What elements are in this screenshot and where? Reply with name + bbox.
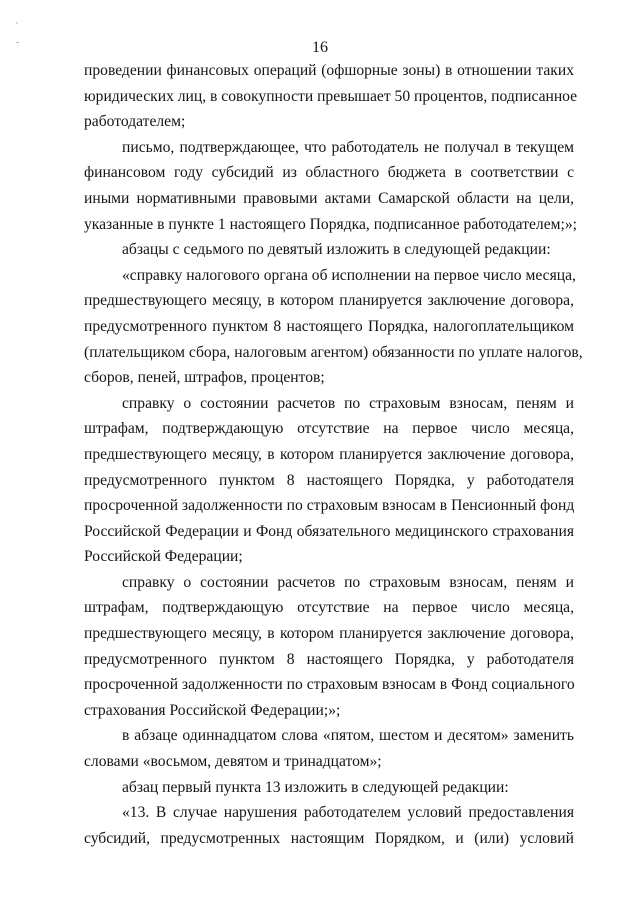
text-line: «справку налогового органа об исполнении на первое число месяца, bbox=[122, 266, 576, 284]
text-line: абзацы с седьмого по девятый изложить в следующей редакции: bbox=[122, 241, 551, 259]
paragraph bbox=[84, 800, 574, 851]
paragraph bbox=[84, 135, 577, 237]
text-line: Российской Федерации и Фонд обязательного медицинского страхования bbox=[84, 522, 574, 540]
paragraph bbox=[84, 263, 583, 391]
text-line: сборов, пеней, штрафов, процентов; bbox=[84, 369, 325, 387]
text-line: штрафам, подтверждающую отсутствие на первое число месяца, bbox=[84, 420, 574, 438]
text-line: иными нормативными правовыми актами Самарской области на цели, bbox=[84, 189, 574, 207]
document-body bbox=[84, 58, 583, 851]
paragraph bbox=[84, 237, 574, 263]
page-number: 16 bbox=[312, 39, 328, 56]
text-line: субсидий, предусмотренных настоящим Порядком, и (или) условий bbox=[84, 829, 574, 847]
text-line: предшествующего месяцу, в котором планируется заключение договора, bbox=[84, 625, 574, 643]
text-line: в абзаце одиннадцатом слова «пятом, шестом и десятом» заменить bbox=[122, 727, 574, 745]
text-line: просроченной задолженности по страховым взносам в Пенсионный фонд bbox=[84, 497, 575, 515]
text-line: предусмотренного пунктом 8 настоящего Порядка, у работодателя bbox=[84, 650, 574, 668]
scan-mark: - bbox=[16, 37, 20, 48]
text-line: страхования Российской Федерации;»; bbox=[84, 701, 341, 719]
text-line: проведении финансовых операций (офшорные зоны) в отношении таких bbox=[84, 62, 574, 79]
text-line: справку о состоянии расчетов по страховым взносам, пеням и bbox=[122, 394, 574, 412]
text-line: (плательщиком сбора, налоговым агентом) обязанности по уплате налогов, bbox=[84, 343, 583, 361]
text-line: справку о состоянии расчетов по страховым взносам, пеням и bbox=[122, 573, 574, 591]
text-line: предшествующего месяцу, в котором планируется заключение договора, bbox=[84, 292, 574, 310]
text-line: указанные в пункте 1 настоящего Порядка, подписанное работодателем;»; bbox=[84, 215, 577, 233]
text-line: финансовом году субсидий из областного бюджета в соответствии с bbox=[84, 164, 574, 182]
paragraph bbox=[84, 723, 574, 774]
text-line: предусмотренного пунктом 8 настоящего Порядка, налогоплательщиком bbox=[84, 317, 574, 335]
text-line: предусмотренного пунктом 8 настоящего Порядка, у работодателя bbox=[84, 471, 574, 489]
text-line: юридических лиц, в совокупности превышает 50 процентов, подписанное bbox=[84, 87, 578, 105]
text-line: словами «восьмом, девятом и тринадцатом»; bbox=[84, 753, 382, 771]
text-line: штрафам, подтверждающую отсутствие на первое число месяца, bbox=[84, 599, 574, 617]
text-line: Российской Федерации; bbox=[84, 548, 243, 566]
text-line: письмо, подтверждающее, что работодатель не получал в текущем bbox=[122, 138, 574, 156]
text-line: работодателем; bbox=[84, 113, 186, 131]
text-line: «13. В случае нарушения работодателем условий предоставления bbox=[122, 804, 574, 822]
text-line: просроченной задолженности по страховым взносам в Фонд социального bbox=[84, 676, 575, 694]
paragraph bbox=[84, 570, 574, 724]
scan-mark: ' bbox=[16, 21, 18, 32]
text-line: абзац первый пункта 13 изложить в следующей редакции: bbox=[122, 778, 509, 796]
paragraph bbox=[84, 775, 574, 801]
text-line: предшествующего месяцу, в котором планируется заключение договора, bbox=[84, 445, 574, 463]
paragraph bbox=[84, 391, 574, 570]
paragraph bbox=[84, 58, 578, 135]
